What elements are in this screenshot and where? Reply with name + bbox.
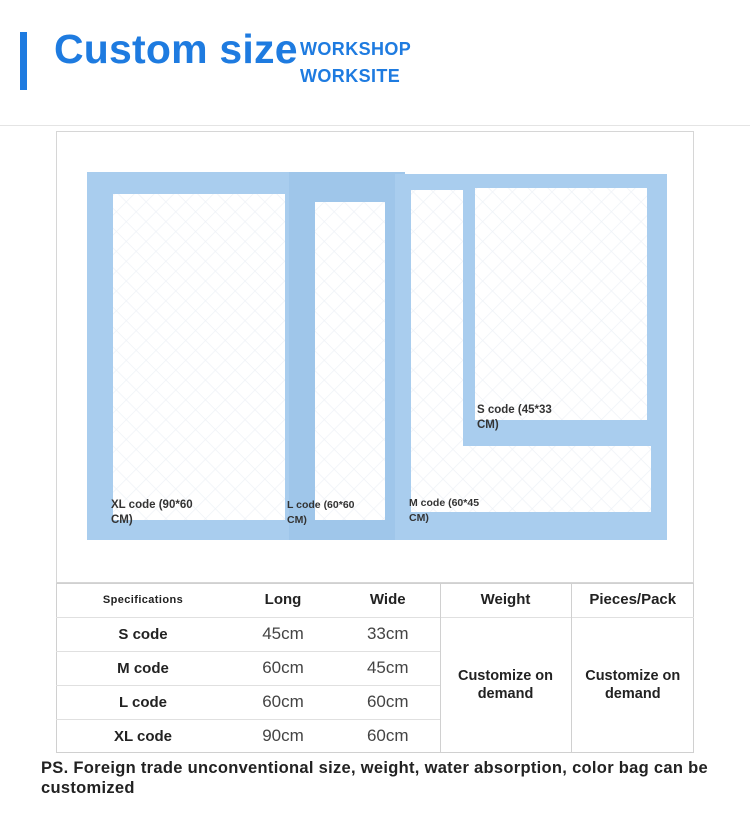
row-long: 60cm — [230, 651, 336, 685]
row-wide: 45cm — [336, 651, 440, 685]
row-wide: 60cm — [336, 685, 440, 719]
table-header-row — [56, 583, 694, 617]
table-row — [56, 617, 694, 651]
header-specifications: Specifications — [102, 593, 184, 606]
row-code: S code — [56, 617, 230, 651]
pad-xl — [87, 172, 307, 540]
accent-bar — [20, 32, 27, 90]
row-code: XL code — [56, 719, 230, 753]
header-long: Long — [264, 591, 302, 609]
header — [0, 0, 750, 110]
row-code: M code — [56, 651, 230, 685]
page-title: Custom size — [54, 26, 298, 72]
header-subtitle — [300, 36, 411, 90]
header-divider — [0, 125, 750, 126]
row-wide: 60cm — [336, 719, 440, 753]
subtitle-line-2: WORKSITE — [300, 66, 401, 86]
header-weight: Weight — [440, 583, 571, 617]
spec-table — [56, 583, 694, 753]
row-long: 90cm — [230, 719, 336, 753]
row-code: L code — [56, 685, 230, 719]
pad-label-s: S code (45*33 CM) — [477, 404, 552, 431]
product-photo — [56, 131, 694, 583]
row-long: 60cm — [230, 685, 336, 719]
footnote: PS. Foreign trade unconventional size, weight, water absorption, color bag can be customized — [41, 759, 708, 797]
row-long: 45cm — [230, 617, 336, 651]
weight-value: Customize on demand — [440, 617, 571, 753]
row-wide: 33cm — [336, 617, 440, 651]
pad-label-m: M code (60*45 CM) — [409, 497, 480, 524]
pad-label-xl: XL code (90*60 CM) — [111, 499, 193, 526]
header-wide: Wide — [369, 591, 406, 609]
pad-label-l: L code (60*60 CM) — [287, 499, 355, 526]
subtitle-line-1: WORKSHOP — [300, 39, 412, 59]
pad-l — [289, 172, 405, 540]
pieces-value: Customize on demand — [571, 617, 694, 753]
header-pieces: Pieces/Pack — [571, 583, 694, 617]
